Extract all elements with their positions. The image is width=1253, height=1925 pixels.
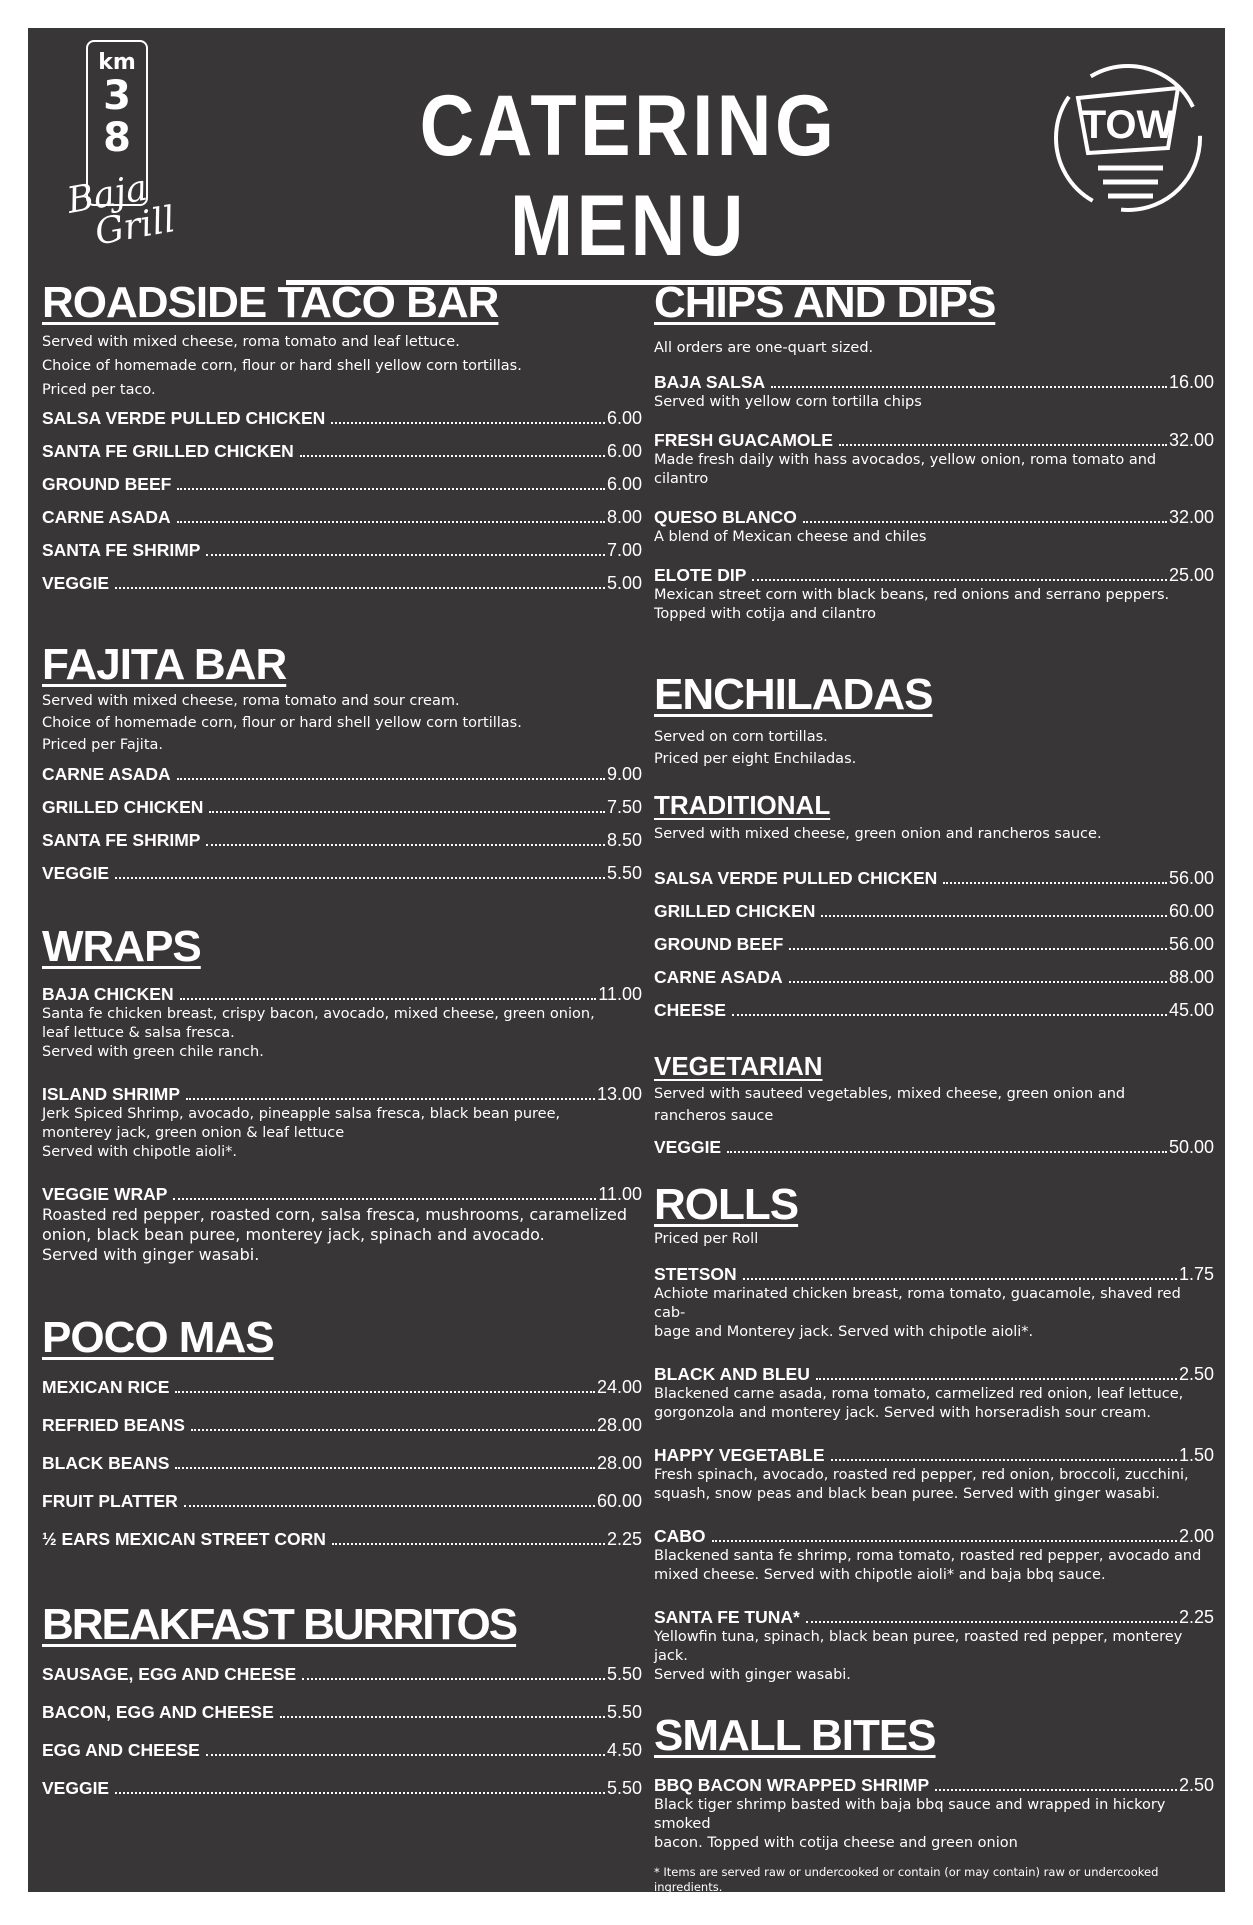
logo-digit-1: 3 — [103, 73, 131, 119]
section-title: SMALL BITES — [654, 1711, 936, 1760]
item-name: BBQ BACON WRAPPED SHRIMP — [654, 1775, 930, 1795]
item-name: GROUND BEEF — [654, 934, 784, 954]
section-note: Priced per eight Enchiladas. — [654, 751, 857, 767]
item-desc: monterey jack, green onion & leaf lettuce — [42, 1125, 345, 1141]
menu-item — [42, 1184, 642, 1265]
item-price: 28.00 — [596, 1453, 642, 1473]
section-fajita-bar — [42, 640, 642, 884]
leader-dots — [803, 521, 1167, 523]
menu-item-row — [654, 1607, 1214, 1628]
item-price: 4.50 — [606, 1740, 642, 1760]
menu-item — [654, 430, 1214, 489]
menu-item-row — [654, 1264, 1214, 1285]
menu-item — [654, 1607, 1214, 1685]
menu-item — [42, 540, 642, 561]
section-note: Priced per Fajita. — [42, 737, 164, 753]
menu-item-row — [42, 1084, 642, 1105]
item-price: 16.00 — [1168, 372, 1214, 392]
item-price: 56.00 — [1168, 868, 1214, 888]
item-name: ISLAND SHRIMP — [42, 1084, 181, 1104]
menu-item-row — [654, 1526, 1214, 1547]
menu-item — [654, 1364, 1214, 1423]
section-note: Served with mixed cheese, roma tomato and sour cream. — [42, 693, 460, 709]
item-name: SALSA VERDE PULLED CHICKEN — [42, 408, 326, 428]
subsection-note: Served with sauteed vegetables, mixed cheese, green onion and — [654, 1086, 1126, 1102]
item-price: 25.00 — [1168, 565, 1214, 585]
logo-digit-2: 8 — [103, 115, 131, 161]
item-desc: Served with yellow corn tortilla chips — [654, 394, 922, 410]
item-name: VEGGIE — [42, 1778, 110, 1798]
item-desc: mixed cheese. Served with chipotle aioli* and baja bbq sauce. — [654, 1567, 1106, 1583]
menu-item — [42, 984, 642, 1062]
item-desc: Blackened santa fe shrimp, roma tomato, roasted red pepper, avocado and — [654, 1548, 1202, 1564]
section-title: ROLLS — [654, 1180, 799, 1229]
tow-logo — [1048, 58, 1208, 218]
item-name: SANTA FE SHRIMP — [42, 830, 201, 850]
item-desc: squash, snow peas and black bean puree. Served with ginger wasabi. — [654, 1486, 1160, 1502]
subsection-title: VEGETARIAN — [654, 1051, 823, 1081]
item-name: ELOTE DIP — [654, 565, 747, 585]
menu-item — [42, 764, 642, 785]
logo-script-baja: Baja — [64, 167, 151, 222]
item-name: VEGGIE — [654, 1137, 722, 1157]
item-desc: A blend of Mexican cheese and chiles — [654, 529, 927, 545]
item-price: 88.00 — [1168, 967, 1214, 987]
header — [28, 28, 1225, 274]
item-desc: Yellowfin tuna, spinach, black bean puree, roasted red pepper, monterey jack. — [654, 1629, 1183, 1664]
section-enchiladas — [654, 670, 1214, 1158]
section-title: ROADSIDE TACO BAR — [42, 278, 499, 327]
section-title: ENCHILADAS — [654, 670, 933, 719]
leader-dots — [743, 1278, 1177, 1280]
leader-dots — [302, 1678, 605, 1680]
item-name: REFRIED BEANS — [42, 1415, 185, 1435]
item-desc: Santa fe chicken breast, crispy bacon, avocado, mixed cheese, green onion, — [42, 1006, 595, 1022]
menu-item — [654, 1000, 1214, 1021]
item-desc: Achiote marinated chicken breast, roma tomato, guacamole, shaved red cab- — [654, 1286, 1181, 1321]
menu-item — [42, 1529, 642, 1550]
section-chips-and-dips — [654, 278, 1214, 624]
menu-item — [42, 408, 642, 429]
item-desc: Fresh spinach, avocado, roasted red pepper, red onion, broccoli, zucchini, — [654, 1467, 1189, 1483]
menu-item-row — [654, 565, 1214, 586]
item-name: BAJA CHICKEN — [42, 984, 174, 1004]
item-price: 11.00 — [598, 984, 642, 1004]
menu-item — [654, 1526, 1214, 1585]
item-desc: Served with chipotle aioli*. — [42, 1144, 237, 1160]
item-desc: Served with ginger wasabi. — [654, 1667, 851, 1683]
menu-item — [42, 507, 642, 528]
menu-item — [42, 1491, 642, 1512]
item-price: 9.00 — [606, 764, 642, 784]
logo-script — [65, 167, 178, 256]
title-block — [286, 76, 971, 285]
leader-dots — [206, 844, 604, 846]
item-desc: gorgonzola and monterey jack. Served with horseradish sour cream. — [654, 1405, 1152, 1421]
menu-item-row — [654, 1364, 1214, 1385]
section-title: CHIPS AND DIPS — [654, 278, 996, 327]
item-price: 11.00 — [598, 1184, 642, 1204]
menu-item — [42, 1702, 642, 1723]
item-name: QUESO BLANCO — [654, 507, 797, 527]
section-note: Served with mixed cheese, roma tomato and leaf lettuce. — [42, 334, 460, 350]
item-price: 1.50 — [1178, 1445, 1214, 1465]
item-price: 2.50 — [1178, 1775, 1214, 1795]
menu-item — [654, 967, 1214, 988]
leader-dots — [206, 1754, 605, 1756]
item-price: 1.75 — [1178, 1264, 1214, 1284]
section-note: Priced per Roll — [654, 1231, 759, 1247]
item-name: GRILLED CHICKEN — [654, 901, 816, 921]
item-name: FRESH GUACAMOLE — [654, 430, 833, 450]
section-note: Priced per taco. — [42, 382, 156, 398]
disclaimer-line: RISK of foodborne illness, especially if you have certain medical conditions. — [654, 1910, 1089, 1924]
menu-item — [42, 830, 642, 851]
tow-logo-text: TOW — [1081, 103, 1175, 147]
menu-item — [654, 901, 1214, 922]
leader-dots — [831, 1459, 1177, 1461]
item-desc: Jerk Spiced Shrimp, avocado, pineapple salsa fresca, black bean puree, — [42, 1106, 561, 1122]
item-name: HAPPY VEGETABLE — [654, 1445, 825, 1465]
menu-item — [654, 1137, 1214, 1158]
item-name: CABO — [654, 1526, 706, 1546]
leader-dots — [280, 1716, 605, 1718]
leader-dots — [186, 1098, 595, 1100]
leader-dots — [732, 1014, 1167, 1016]
item-desc: bacon. Topped with cotija cheese and green onion — [654, 1835, 1018, 1851]
item-price: 56.00 — [1168, 934, 1214, 954]
item-name: FRUIT PLATTER — [42, 1491, 178, 1511]
item-price: 50.00 — [1168, 1137, 1214, 1157]
menu-item-row — [654, 372, 1214, 393]
item-desc: Made fresh daily with hass avocados, yellow onion, roma tomato and — [654, 452, 1157, 468]
leader-dots — [173, 1198, 596, 1200]
leader-dots — [712, 1540, 1177, 1542]
item-name: CARNE ASADA — [654, 967, 783, 987]
item-name: VEGGIE — [42, 573, 110, 593]
section-small-bites — [654, 1711, 1214, 1925]
left-column — [42, 278, 642, 1799]
item-price: 24.00 — [596, 1377, 642, 1397]
item-name: CHEESE — [654, 1000, 726, 1020]
item-name: ½ EARS MEXICAN STREET CORN — [42, 1529, 326, 1549]
item-desc: onion, black bean puree, monterey jack, spinach and avocado. — [42, 1225, 545, 1244]
item-price: 60.00 — [596, 1491, 642, 1511]
leader-dots — [839, 444, 1167, 446]
leader-dots — [191, 1429, 595, 1431]
leader-dots — [175, 1467, 595, 1469]
item-desc: Mexican street corn with black beans, red onions and serrano peppers. — [654, 587, 1170, 603]
section-breakfast-burritos — [42, 1600, 642, 1799]
section-note: Choice of homemade corn, flour or hard shell yellow corn tortillas. — [42, 715, 522, 731]
menu-item-row — [654, 1775, 1214, 1796]
item-name: GROUND BEEF — [42, 474, 172, 494]
leader-dots — [115, 1792, 605, 1794]
leader-dots — [331, 422, 605, 424]
leader-dots — [300, 455, 605, 457]
item-price: 2.25 — [1178, 1607, 1214, 1627]
item-name: STETSON — [654, 1264, 737, 1284]
subsection-vegetarian — [654, 1051, 1214, 1158]
right-column — [654, 278, 1214, 1925]
item-desc: cilantro — [654, 471, 709, 487]
item-desc: Topped with cotija and cilantro — [654, 606, 877, 622]
item-price: 32.00 — [1168, 430, 1214, 450]
item-price: 6.00 — [606, 441, 642, 461]
section-rolls — [654, 1180, 1214, 1685]
section-title: FAJITA BAR — [42, 640, 287, 689]
menu-item-row — [654, 430, 1214, 451]
item-name: SANTA FE GRILLED CHICKEN — [42, 441, 294, 461]
subsection-note: Served with mixed cheese, green onion and rancheros sauce. — [654, 826, 1102, 842]
item-name: VEGGIE WRAP — [42, 1184, 168, 1204]
item-desc: bage and Monterey jack. Served with chipotle aioli*. — [654, 1324, 1034, 1340]
item-price: 5.00 — [606, 573, 642, 593]
leader-dots — [115, 877, 605, 879]
item-price: 2.25 — [606, 1529, 642, 1549]
menu-item — [42, 863, 642, 884]
item-price: 28.00 — [596, 1415, 642, 1435]
item-price: 45.00 — [1168, 1000, 1214, 1020]
leader-dots — [821, 915, 1167, 917]
item-price: 6.00 — [606, 474, 642, 494]
page-title: CATERING MENU — [419, 78, 838, 274]
item-price: 2.50 — [1178, 1364, 1214, 1384]
section-roadside-taco-bar — [42, 278, 642, 594]
item-name: BLACK BEANS — [42, 1453, 170, 1473]
item-name: VEGGIE — [42, 863, 110, 883]
menu-item — [42, 1740, 642, 1761]
menu-item — [42, 474, 642, 495]
item-name: BACON, EGG AND CHEESE — [42, 1702, 274, 1722]
item-desc: Roasted red pepper, roasted corn, salsa fresca, mushrooms, caramelized — [42, 1205, 628, 1224]
section-title: POCO MAS — [42, 1313, 274, 1362]
item-name: BLACK AND BLEU — [654, 1364, 810, 1384]
menu-item-row — [654, 1445, 1214, 1466]
leader-dots — [816, 1378, 1177, 1380]
menu-item — [654, 565, 1214, 624]
item-price: 13.00 — [596, 1084, 642, 1104]
item-price: 6.00 — [606, 408, 642, 428]
section-note: Served on corn tortillas. — [654, 729, 828, 745]
menu-item — [42, 1084, 642, 1162]
leader-dots — [789, 981, 1167, 983]
leader-dots — [177, 488, 605, 490]
item-name: CARNE ASADA — [42, 507, 171, 527]
item-price: 8.50 — [606, 830, 642, 850]
menu-item — [42, 1377, 642, 1398]
item-name: BAJA SALSA — [654, 372, 766, 392]
section-title: BREAKFAST BURRITOS — [42, 1600, 517, 1649]
leader-dots — [789, 948, 1167, 950]
menu-item — [42, 1664, 642, 1685]
menu-item — [42, 1453, 642, 1474]
item-name: SALSA VERDE PULLED CHICKEN — [654, 868, 938, 888]
menu-item-row — [42, 984, 642, 1005]
subsection-note: rancheros sauce — [654, 1108, 774, 1124]
leader-dots — [752, 579, 1167, 581]
item-desc: Blackened carne asada, roma tomato, carmelized red onion, leaf lettuce, — [654, 1386, 1184, 1402]
menu-item — [42, 1415, 642, 1436]
leader-dots — [177, 521, 605, 523]
leader-dots — [332, 1543, 605, 1545]
menu-item — [42, 441, 642, 462]
menu-item — [654, 868, 1214, 889]
km38-baja-grill-logo — [64, 40, 208, 280]
menu-board — [28, 28, 1225, 1924]
menu-item — [654, 1445, 1214, 1504]
item-name: SAUSAGE, EGG AND CHEESE — [42, 1664, 297, 1684]
section-wraps — [42, 922, 642, 1265]
item-name: SANTA FE SHRIMP — [42, 540, 201, 560]
leader-dots — [727, 1151, 1167, 1153]
leader-dots — [806, 1621, 1177, 1623]
leader-dots — [184, 1505, 595, 1507]
item-price: 7.00 — [606, 540, 642, 560]
item-desc: leaf lettuce & salsa fresca. — [42, 1025, 235, 1041]
item-name: GRILLED CHICKEN — [42, 797, 204, 817]
item-price: 5.50 — [606, 1702, 642, 1722]
item-name: CARNE ASADA — [42, 764, 171, 784]
menu-item-row — [42, 1184, 642, 1205]
menu-item — [654, 507, 1214, 547]
logo-km: km — [98, 50, 136, 75]
item-desc: Served with green chile ranch. — [42, 1044, 264, 1060]
leader-dots — [115, 587, 605, 589]
leader-dots — [209, 811, 605, 813]
menu-item — [654, 934, 1214, 955]
menu-item — [42, 573, 642, 594]
subsection-title: TRADITIONAL — [654, 790, 831, 820]
logo-script-grill: Grill — [91, 199, 179, 254]
item-price: 8.00 — [606, 507, 642, 527]
menu-item — [42, 1778, 642, 1799]
leader-dots — [177, 778, 605, 780]
item-name: EGG AND CHEESE — [42, 1740, 200, 1760]
item-desc: Served with ginger wasabi. — [42, 1245, 260, 1264]
disclaimer-line: * Items are served raw or undercooked or contain (or may contain) raw or undercooked ingredients. — [654, 1865, 1159, 1894]
item-name: MEXICAN RICE — [42, 1377, 170, 1397]
leader-dots — [935, 1789, 1177, 1791]
item-price: 5.50 — [606, 1664, 642, 1684]
section-title: WRAPS — [42, 922, 201, 971]
item-price: 5.50 — [606, 863, 642, 883]
item-price: 2.00 — [1178, 1526, 1214, 1546]
disclaimer — [654, 1865, 1214, 1925]
disclaimer-line: Consuming raw or undercooked MEATS, POULTRY, seafood, shellfish, or EGGS may increase your — [654, 1895, 1210, 1909]
item-desc: Black tiger shrimp basted with baja bbq sauce and wrapped in hickory smoked — [654, 1797, 1166, 1832]
leader-dots — [771, 386, 1167, 388]
leader-dots — [180, 998, 597, 1000]
menu-item — [654, 1775, 1214, 1853]
section-note: Choice of homemade corn, flour or hard shell yellow corn tortillas. — [42, 358, 522, 374]
subsection-traditional — [654, 790, 1214, 1021]
item-price: 32.00 — [1168, 507, 1214, 527]
leader-dots — [175, 1391, 595, 1393]
menu-item — [654, 1264, 1214, 1342]
menu-item-row — [654, 507, 1214, 528]
leader-dots — [206, 554, 604, 556]
item-price: 5.50 — [606, 1778, 642, 1798]
menu-item — [654, 372, 1214, 412]
item-name: SANTA FE TUNA* — [654, 1607, 800, 1627]
leader-dots — [943, 882, 1167, 884]
item-price: 7.50 — [606, 797, 642, 817]
section-note: All orders are one-quart sized. — [654, 340, 874, 356]
item-price: 60.00 — [1168, 901, 1214, 921]
section-poco-mas — [42, 1313, 642, 1550]
menu-item — [42, 797, 642, 818]
